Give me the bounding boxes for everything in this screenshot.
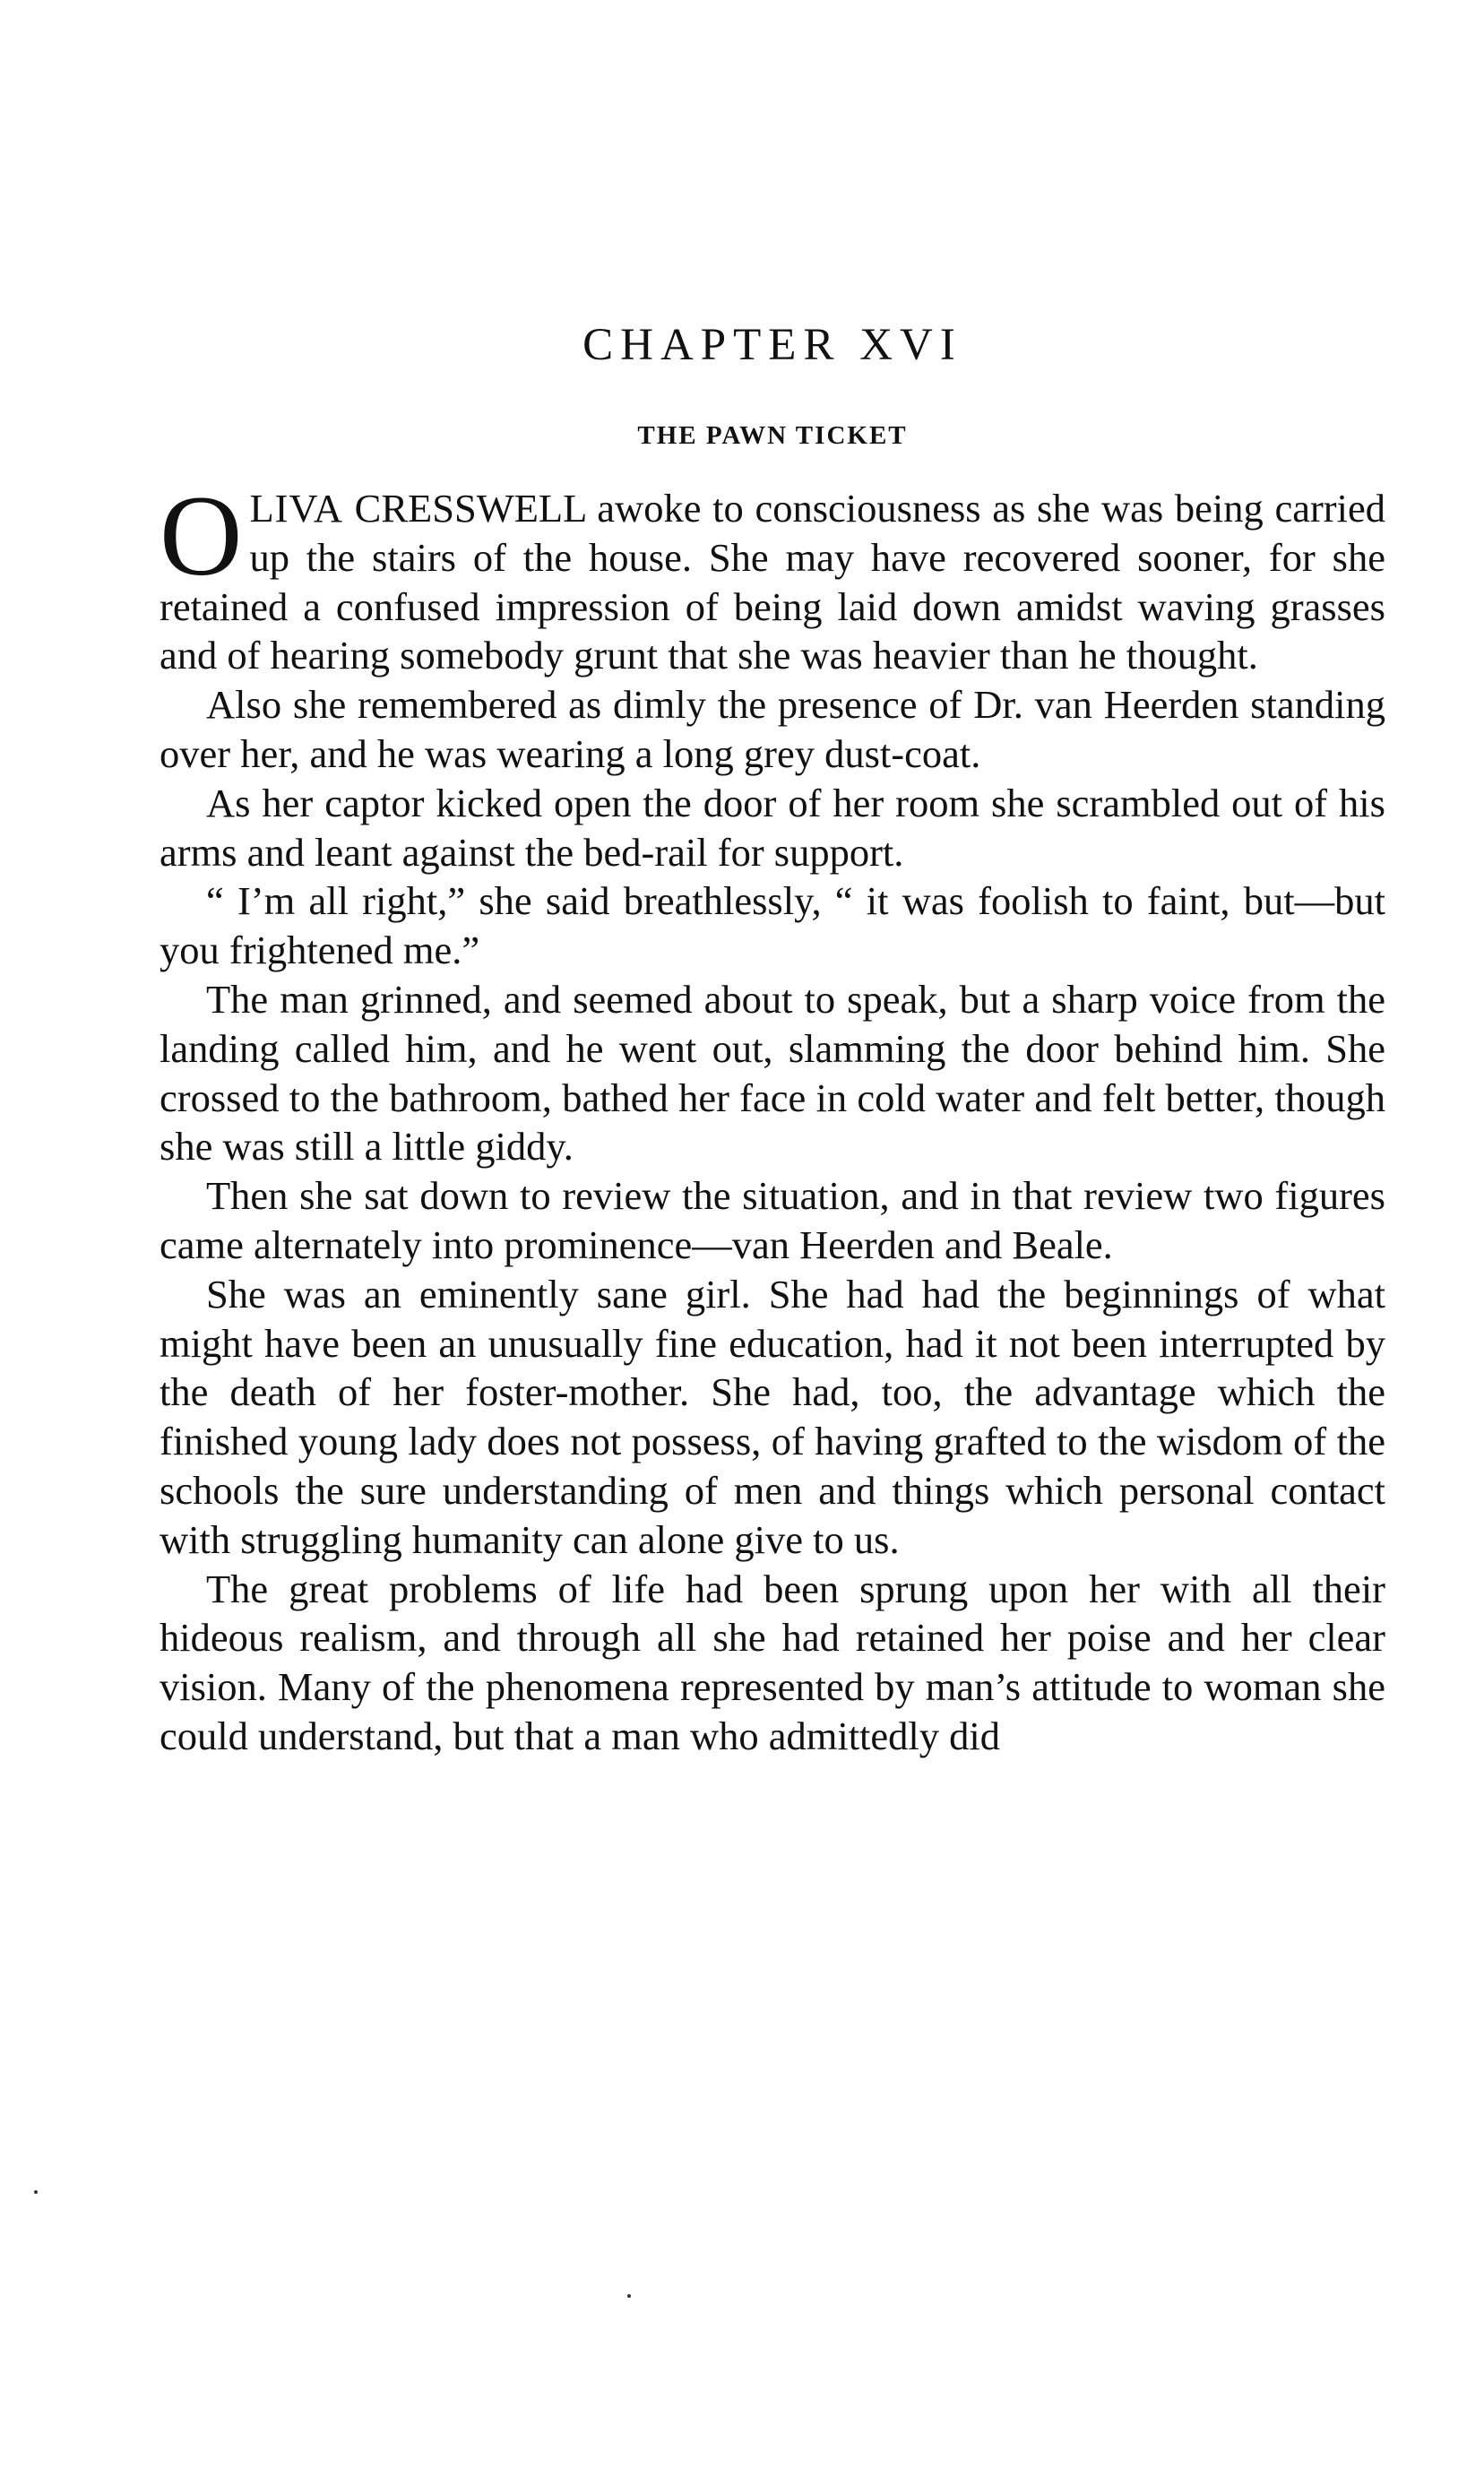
- paragraph-7: She was an eminently sane girl. She had had the beginnings of what might have been an unusually fine education, had it not been interrupted by the death of her foster-mother. She had, too, the advantage which the finished young lady does not possess, of having grafted to the wisdom of the schools the sure understanding of men and things which personal contact with struggling humanity can alone give to us.: [160, 1271, 1385, 1562]
- drop-cap: O: [160, 472, 243, 600]
- paragraph-2: Also she remembered as dimly the presence of Dr. van Heerden standing over her, and he was wearing a long grey dust-coat.: [160, 682, 1385, 776]
- opening-text: CRESSWELL awoke to consciousness as she was being carried up the stairs of the house. She may have recovered sooner, for she retained a confused impression of being laid down amidst waving grasses and of hearing somebody grunt that she was heavier than he thought.: [160, 486, 1385, 678]
- paragraph-3: As her captor kicked open the door of her room she scrambled out of his arms and leant against the bed-rail for support.: [160, 780, 1385, 875]
- chapter-title: CHAPTER XVI: [582, 320, 962, 371]
- scan-speck-bottom: [627, 2294, 631, 2298]
- opening-paragraph: [160, 472, 1385, 680]
- paragraph-8: The great problems of life had been sprung upon her with all their hideous realism, and through all she had retained her poise and her clear vision. Many of the phenomena represented by man’s attitude to woman she could understand, but that a man who admittedly did: [160, 1566, 1385, 1758]
- paragraph-6: Then she sat down to review the situation, and in that review two figures came alternately into prominence—van Heerden and Beale.: [160, 1173, 1385, 1267]
- opening-first-word: LIVA: [249, 486, 343, 531]
- chapter-body: [160, 472, 1385, 1761]
- paragraph-5: The man grinned, and seemed about to speak, but a sharp voice from the landing called him, and he went out, slamming the door behind him. She crossed to the bathroom, bathed her face in cold water and felt better, though she was still a little giddy.: [160, 976, 1385, 1170]
- chapter-subtitle: THE PAWN TICKET: [637, 421, 908, 451]
- paragraph-4: “ I’m all right,” she said breathlessly, “ it was foolish to faint, but—but you frightened me.”: [160, 878, 1385, 973]
- scan-speck-left: [34, 2190, 38, 2194]
